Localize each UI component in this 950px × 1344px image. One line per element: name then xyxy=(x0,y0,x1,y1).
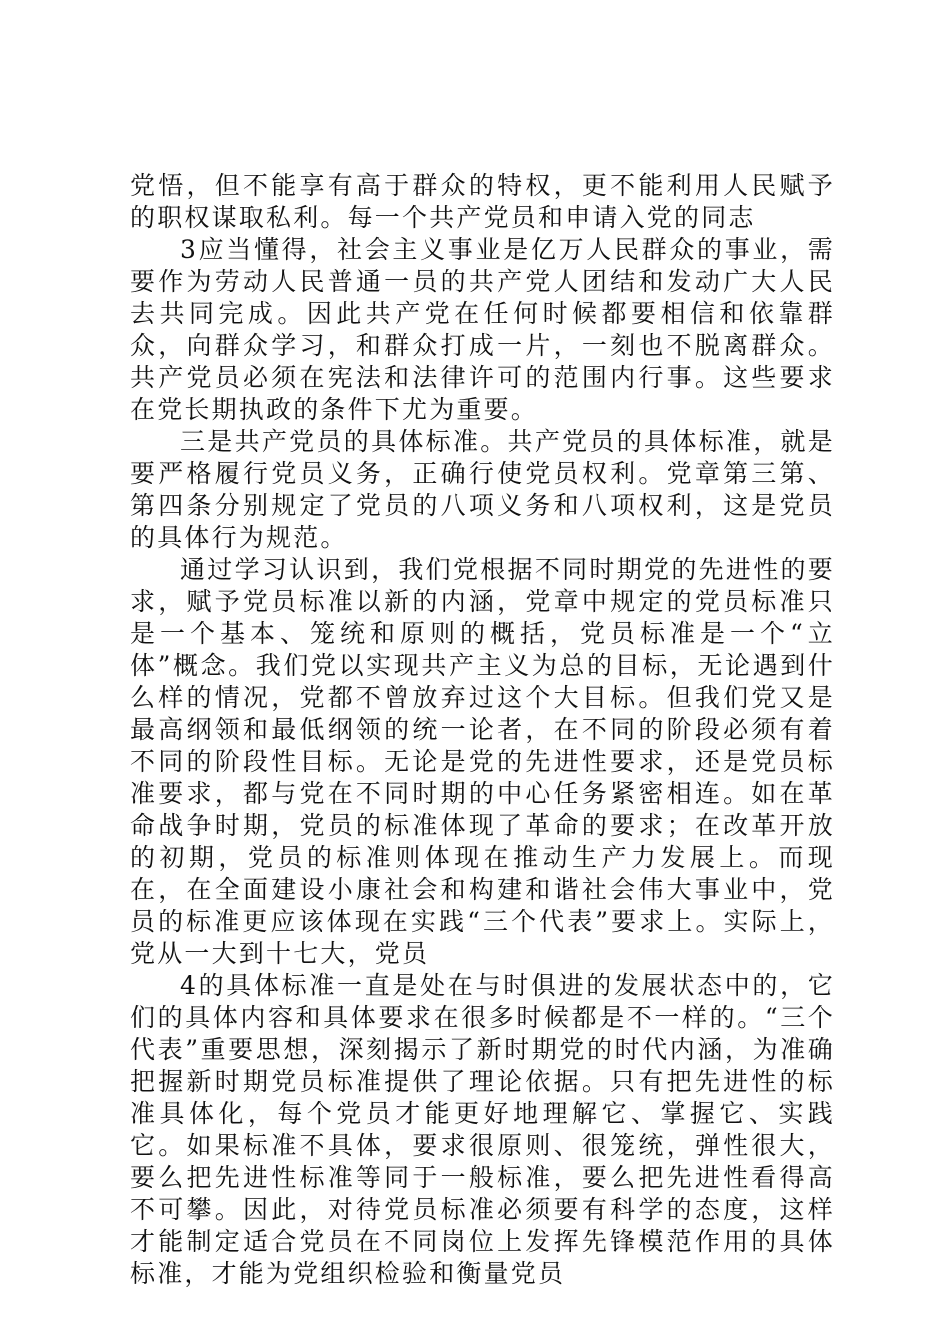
paragraph-2: 3应当懂得，社会主义事业是亿万人民群众的事业，需要作为劳动人民普通一员的共产党人团结和发动广大人民去共同完成。因此共产党在任何时候都要相信和依靠群众，向群众学习，和群众打成一片，一刻也不脱离群众。共产党员必须在宪法和法律许可的范围内行事。这些要求在党长期执政的条件下尤为重要。 xyxy=(130,235,835,424)
paragraph-1: 党悟，但不能享有高于群众的特权，更不能利用人民赋予的职权谋取私利。每一个共产党员和申请入党的同志 xyxy=(130,171,835,232)
paragraph-5: 4的具体标准一直是处在与时俱进的发展状态中的，它们的具体内容和具体要求在很多时候都是不一样的。“三个代表”重要思想，深刻揭示了新时期党的时代内涵，为准确把握新时期党员标准提供了理论依据。只有把先进性的标准具体化，每个党员才能更好地理解它、掌握它、实践它。如果标准不具体，要求很原则、很笼统，弹性很大，要么把先进性标准等同于一般标准，要么把先进性看得高不可攀。因此，对待党员标准必须要有科学的态度，这样才能制定适合党员在不同岗位上发挥先锋模范作用的具体标准，才能为党组织检验和衡量党员 xyxy=(130,971,835,1288)
body-text xyxy=(130,170,835,1290)
paragraph-4: 通过学习认识到，我们党根据不同时期党的先进性的要求，赋予党员标准以新的内涵，党章中规定的党员标准只是一个基本、笼统和原则的概括，党员标准是一个“立体”概念。我们党以实现共产主义为总的目标，无论遇到什么样的情况，党都不曾放弃过这个大目标。但我们党又是最高纲领和最低纲领的统一论者，在不同的阶段必须有着不同的阶段性目标。无论是党的先进性要求，还是党员标准要求，都与党在不同时期的中心任务紧密相连。如在革命战争时期，党员的标准体现了革命的要求；在改革开放的初期，党员的标准则体现在推动生产力发展上。而现在，在全面建设小康社会和构建和谐社会伟大事业中，党员的标准更应该体现在实践“三个代表”要求上。实际上，党从一大到十七大，党员 xyxy=(130,555,835,968)
paragraph-3: 三是共产党员的具体标准。共产党员的具体标准，就是要严格履行党员义务，正确行使党员权利。党章第三第、第四条分别规定了党员的八项义务和八项权利，这是党员的具体行为规范。 xyxy=(130,427,835,552)
